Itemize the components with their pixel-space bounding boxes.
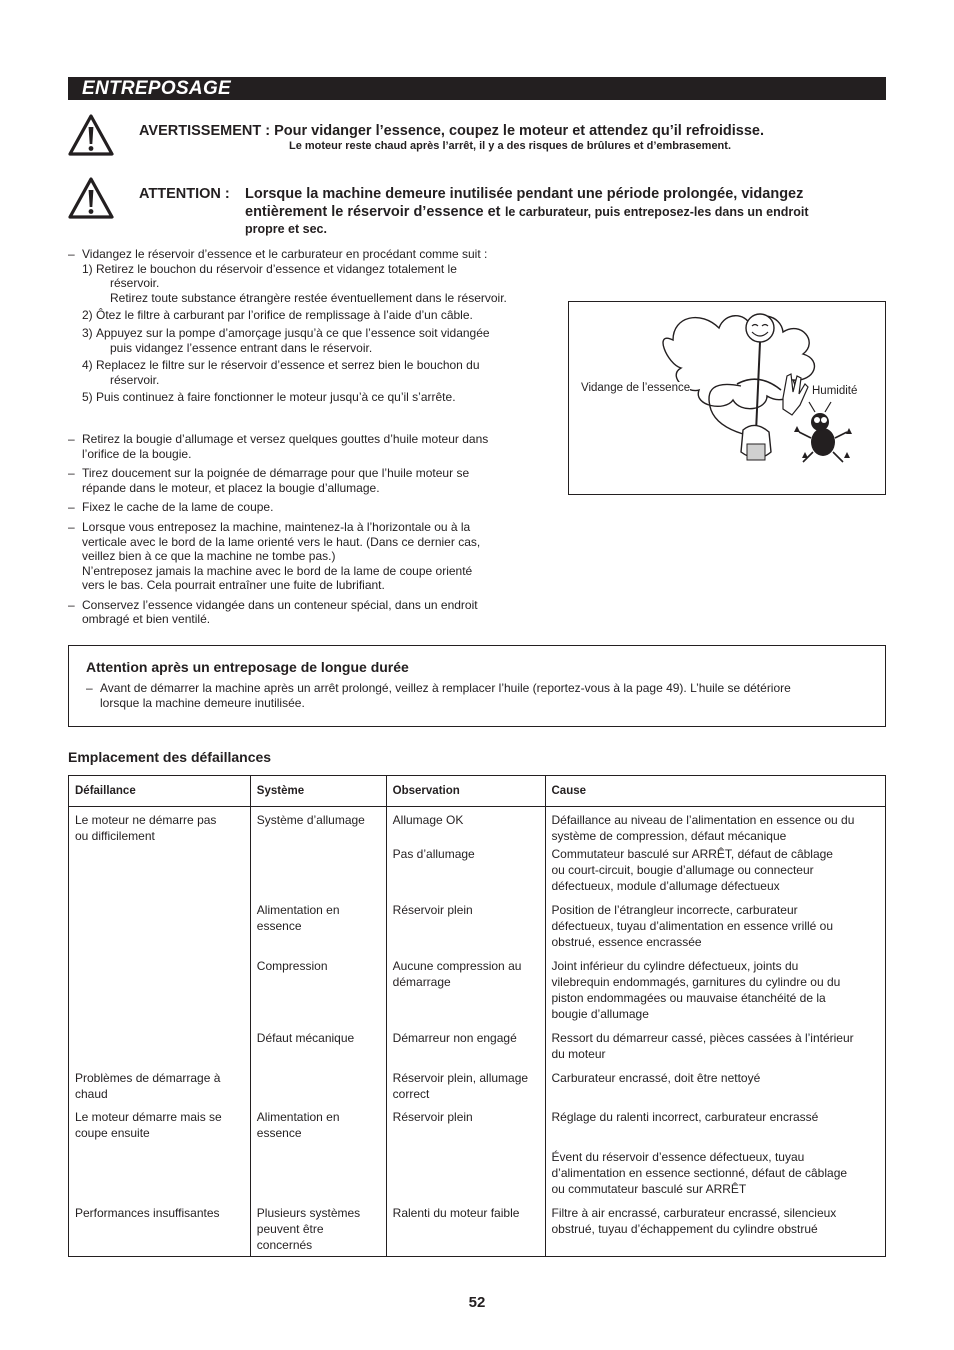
- warning-2-lead: ATTENTION :: [139, 186, 230, 202]
- bullet-line: Lorsque vous entreposez la machine, maintenez-la à l’horizontale ou à la: [82, 519, 471, 534]
- column-header-cause: Cause: [545, 776, 886, 807]
- storage-procedure: [68, 247, 528, 627]
- cell-line: Problèmes de démarrage à: [75, 1070, 221, 1085]
- step-line: puis vidangez l’essence entrant dans le réservoir.: [110, 340, 373, 355]
- fault-table-title: Emplacement des défaillances: [68, 749, 272, 765]
- cell-line: bougie d’allumage: [551, 1006, 649, 1021]
- column-header-fault: Défaillance: [69, 776, 251, 807]
- step-number: 5): [82, 390, 93, 405]
- warning-1-lead: AVERTISSEMENT :: [139, 123, 271, 139]
- observation-cell: [386, 1109, 545, 1149]
- drain-intro: Vidangez le réservoir d’essence et le carburateur en procédant comme suit :: [82, 247, 488, 261]
- cause-cell: [545, 958, 886, 1030]
- cell-line: Ressort du démarreur cassé, pièces cassées à l’intérieur: [551, 1030, 854, 1045]
- bullet-line: répande dans le moteur, et placez la bougie d’allumage.: [82, 480, 380, 495]
- bullet-line: Conservez l’essence vidangée dans un conteneur spécial, dans un endroit: [82, 597, 478, 612]
- table-row: [69, 807, 886, 846]
- cell-line: vilebrequin endommagés, garnitures du cylindre ou du: [551, 974, 841, 989]
- list-dash: –: [68, 247, 75, 261]
- fault-cell: [69, 1149, 251, 1205]
- cell-line: du moteur: [551, 1046, 606, 1061]
- warning-triangle-icon: [67, 113, 115, 157]
- table-row: [69, 846, 886, 902]
- cell-line: obstrué, tuyau d’échappement du cylindre obstrué: [551, 1221, 818, 1236]
- step-number: 2): [82, 308, 93, 323]
- long-storage-attention-box: [68, 645, 886, 727]
- cell-line: Démarreur non engagé: [392, 1030, 517, 1045]
- cell-line: Allumage OK: [392, 813, 464, 827]
- drain-step: [68, 390, 528, 405]
- cell-line: Réservoir plein, allumage: [392, 1070, 529, 1085]
- warning-2-line1: Lorsque la machine demeure inutilisée pendant une période prolongée, vidangez: [245, 186, 804, 202]
- bullet-line: ombragé et bien ventilé.: [82, 612, 211, 627]
- cause-cell: [545, 807, 886, 846]
- observation-cell: [386, 846, 545, 902]
- drain-step: [68, 262, 528, 306]
- cause-cell: [545, 846, 886, 902]
- step-line: Replacez le filtre sur le réservoir d’essence et serrez bien le bouchon du: [96, 358, 480, 373]
- system-cell: [250, 807, 386, 846]
- fuel-drain-moisture-illustration: [569, 302, 885, 494]
- cell-line: ou commutateur basculé sur ARRÊT: [551, 1181, 747, 1196]
- warning-2-line3: propre et sec.: [245, 222, 327, 236]
- table-row: [69, 958, 886, 1030]
- cause-cell: [545, 1205, 886, 1257]
- observation-cell: [386, 807, 545, 846]
- bullet-line: l’orifice de la bougie.: [82, 446, 192, 461]
- system-cell: [250, 1030, 386, 1070]
- system-cell: [250, 902, 386, 958]
- warning-2-line2: [245, 203, 809, 221]
- storage-bullet: [68, 520, 528, 593]
- warning-1-subtext: Le moteur reste chaud après l’arrêt, il y a des risques de brûlures et d’embrasement.: [289, 140, 731, 152]
- warning-2-line2b: le carburateur, puis entreposez-les dans un endroit: [504, 205, 809, 219]
- cell-line: défectueux, tuyau d’alimentation en essence vrillé ou: [551, 918, 834, 933]
- list-dash: –: [68, 431, 75, 446]
- step-line: Puis continuez à faire fonctionner le moteur jusqu’à ce qu’il s’arrête.: [96, 390, 456, 405]
- drain-step: [68, 358, 528, 387]
- cell-line: d’alimentation en essence sectionné, défaut de câblage: [551, 1165, 848, 1180]
- cell-line: Défaut mécanique: [256, 1030, 355, 1045]
- observation-cell: [386, 1149, 545, 1205]
- warning-1-text: [139, 122, 764, 140]
- bullet-line: Retirez la bougie d’allumage et versez quelques gouttes d’huile moteur dans: [82, 431, 489, 446]
- cell-line: Défaillance au niveau de l’alimentation en essence ou du: [551, 813, 855, 827]
- cell-line: essence: [256, 1125, 302, 1140]
- cell-line: défectueux, module d’allumage défectueux: [551, 878, 780, 893]
- list-dash: –: [68, 500, 75, 515]
- cause-cell: [545, 902, 886, 958]
- fault-cell: [69, 807, 251, 846]
- cell-line: Réservoir plein: [392, 902, 473, 917]
- storage-bullet: [68, 432, 528, 461]
- step-line: réservoir.: [110, 276, 160, 291]
- cell-line: Évent du réservoir d’essence défectueux, tuyau: [551, 1149, 805, 1164]
- list-dash: –: [68, 519, 75, 534]
- observation-cell: [386, 1205, 545, 1257]
- drain-intro-item: [68, 247, 528, 262]
- cause-cell: [545, 1109, 886, 1149]
- table-row: [69, 1205, 886, 1257]
- cell-line: Filtre à air encrassé, carburateur encrassé, silencieux: [551, 1205, 837, 1220]
- cell-line: Alimentation en: [256, 1109, 340, 1124]
- storage-bullet: [68, 466, 528, 495]
- fault-cell: [69, 958, 251, 1030]
- observation-cell: [386, 1030, 545, 1070]
- bullet-line: N’entreposez jamais la machine avec le bord de la lame de coupe orienté: [82, 563, 473, 578]
- cell-line: chaud: [75, 1086, 108, 1101]
- cause-cell: [545, 1070, 886, 1109]
- page-number: 52: [468, 1294, 486, 1311]
- drain-step: [68, 326, 528, 355]
- fault-cell: [69, 1030, 251, 1070]
- bullet-line: Tirez doucement sur la poignée de démarrage pour que l’huile moteur se: [82, 466, 470, 481]
- cell-line: coupe ensuite: [75, 1125, 150, 1140]
- section-title: ENTREPOSAGE: [82, 78, 231, 99]
- cell-line: peuvent être: [256, 1221, 324, 1236]
- table-row: [69, 1109, 886, 1149]
- cell-line: ou difficilement: [75, 829, 155, 843]
- cell-line: Réglage du ralenti incorrect, carburateur encrassé: [551, 1109, 819, 1124]
- fault-cell: [69, 1109, 251, 1149]
- observation-cell: [386, 1070, 545, 1109]
- cell-line: correct: [392, 1086, 430, 1101]
- column-header-system: Système: [250, 776, 386, 807]
- fault-table: [68, 775, 886, 1257]
- list-dash: –: [68, 597, 75, 612]
- system-cell: [250, 846, 386, 902]
- section-header-bar: [68, 77, 886, 100]
- fault-cell: [69, 846, 251, 902]
- warning-1-message: Pour vidanger l’essence, coupez le moteur et attendez qu’il refroidisse.: [274, 123, 764, 139]
- fault-cell: [69, 902, 251, 958]
- step-line: réservoir.: [110, 372, 160, 387]
- attention-line: Avant de démarrer la machine après un arrêt prolongé, veillez à remplacer l’huile (reportez-vous à la page 49). L’huile se détériore: [100, 681, 791, 695]
- list-dash: –: [86, 681, 93, 695]
- cell-line: Carburateur encrassé, doit être nettoyé: [551, 1070, 761, 1085]
- cell-line: Le moteur ne démarre pas: [75, 813, 217, 827]
- bullet-line: vers le bas. Cela pourrait entraîner une fuite de lubrifiant.: [82, 578, 385, 593]
- observation-cell: [386, 958, 545, 1030]
- storage-illustration: [568, 301, 886, 495]
- cell-line: Ralenti du moteur faible: [392, 1205, 520, 1220]
- table-header-row: [69, 776, 886, 807]
- cell-line: Le moteur démarre mais se: [75, 1109, 222, 1124]
- cell-line: Réservoir plein: [392, 1109, 473, 1124]
- table-row: [69, 1030, 886, 1070]
- system-cell: [250, 1070, 386, 1109]
- cell-line: Commutateur basculé sur ARRÊT, défaut de câblage: [551, 846, 833, 861]
- attention-line: lorsque la machine demeure inutilisée.: [100, 696, 305, 710]
- step-line: Ôtez le filtre à carburant par l’orifice de remplissage à l’aide d’un câble.: [96, 308, 473, 323]
- cell-line: Système d’allumage: [256, 813, 365, 827]
- cell-line: concernés: [256, 1237, 313, 1252]
- storage-bullet: [68, 500, 528, 515]
- cell-line: démarrage: [392, 974, 451, 989]
- fuel-drain-label: Vidange de l’essence: [581, 382, 691, 394]
- bullet-line: Fixez le cache de la lame de coupe.: [82, 500, 274, 515]
- cell-line: système de compression, défaut mécanique: [551, 829, 787, 843]
- cause-cell: [545, 1030, 886, 1070]
- system-cell: [250, 1205, 386, 1257]
- cell-line: Joint inférieur du cylindre défectueux, joints du: [551, 958, 799, 973]
- drain-step: [68, 308, 528, 323]
- cause-cell: [545, 1149, 886, 1205]
- step-number: 3): [82, 325, 93, 340]
- table-row: [69, 1070, 886, 1109]
- table-row: [69, 902, 886, 958]
- column-header-observation: Observation: [386, 776, 545, 807]
- cell-line: Pas d’allumage: [392, 846, 475, 861]
- table-row: [69, 1149, 886, 1205]
- step-line: Retirez le bouchon du réservoir d’essence et vidangez totalement le: [96, 261, 457, 276]
- list-dash: –: [68, 466, 75, 481]
- fault-cell: [69, 1205, 251, 1257]
- observation-cell: [386, 902, 545, 958]
- warning-triangle-icon: [67, 176, 115, 220]
- attention-box-text: [86, 681, 880, 711]
- cell-line: Plusieurs systèmes: [256, 1205, 361, 1220]
- cell-line: Compression: [256, 958, 328, 973]
- cell-line: obstrué, essence encrassée: [551, 934, 702, 949]
- step-number: 4): [82, 358, 93, 373]
- cell-line: Position de l’étrangleur incorrecte, carburateur: [551, 902, 798, 917]
- cell-line: ou court-circuit, bougie d’allumage ou connecteur: [551, 862, 814, 877]
- cell-line: Aucune compression au: [392, 958, 522, 973]
- cell-line: Alimentation en: [256, 902, 340, 917]
- storage-bullet: [68, 598, 528, 627]
- step-line: Retirez toute substance étrangère restée éventuellement dans le réservoir.: [110, 290, 507, 305]
- warning-2-line2a: entièrement le réservoir d’essence et: [245, 204, 501, 220]
- step-number: 1): [82, 261, 93, 276]
- cell-line: piston endommagées ou mauvaise étanchéité de la: [551, 990, 826, 1005]
- attention-box-title: Attention après un entreposage de longue durée: [86, 659, 409, 675]
- cell-line: Performances insuffisantes: [75, 1205, 220, 1220]
- bullet-line: veillez bien à ce que la machine ne tombe pas.): [82, 549, 336, 564]
- fault-table-body: [69, 807, 886, 1257]
- moisture-label: Humidité: [812, 385, 858, 397]
- system-cell: [250, 1109, 386, 1149]
- step-line: Appuyez sur la pompe d’amorçage jusqu’à ce que l’essence soit vidangée: [96, 325, 490, 340]
- bullet-line: verticale avec le bord de la lame orienté vers le haut. (Dans ce dernier cas,: [82, 534, 481, 549]
- fault-cell: [69, 1070, 251, 1109]
- system-cell: [250, 958, 386, 1030]
- cell-line: essence: [256, 918, 302, 933]
- system-cell: [250, 1149, 386, 1205]
